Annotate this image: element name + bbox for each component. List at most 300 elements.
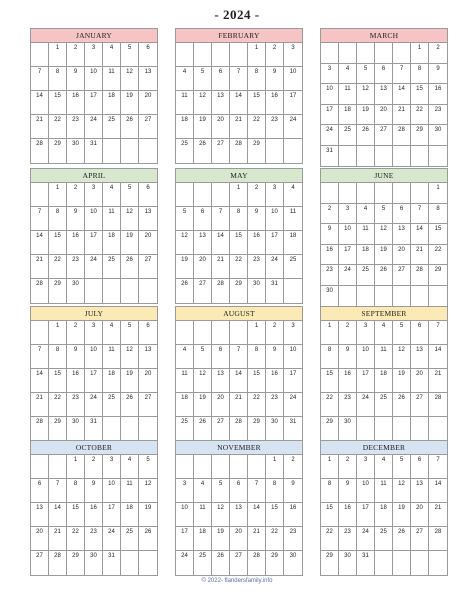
day-number: 30 xyxy=(253,281,260,287)
day-number: 13 xyxy=(380,86,387,92)
day-cell xyxy=(212,255,230,279)
day-number: 17 xyxy=(344,246,351,253)
day-cell xyxy=(176,139,194,163)
empty-day-cell xyxy=(31,455,49,479)
day-cell xyxy=(266,183,284,207)
day-cell xyxy=(31,479,49,503)
day-cell xyxy=(339,105,357,126)
day-number: 13 xyxy=(144,347,152,353)
day-cell xyxy=(393,84,411,105)
day-cell xyxy=(49,255,67,279)
day-cell xyxy=(321,503,339,527)
day-cell xyxy=(321,551,339,575)
empty-day-cell xyxy=(139,417,157,441)
day-number: 2 xyxy=(291,457,295,463)
day-cell xyxy=(248,255,266,279)
day-cell xyxy=(139,183,157,207)
day-cell xyxy=(411,369,429,393)
day-number: 27 xyxy=(144,395,152,401)
day-cell xyxy=(339,527,357,551)
month-december xyxy=(320,440,448,576)
day-cell xyxy=(321,84,339,105)
day-number: 21 xyxy=(36,117,43,123)
day-number: 7 xyxy=(436,457,440,463)
day-cell xyxy=(375,479,393,503)
day-cell xyxy=(212,503,230,527)
day-number: 27 xyxy=(217,419,224,425)
day-cell xyxy=(139,67,157,91)
empty-day-cell xyxy=(85,279,103,303)
day-cell xyxy=(103,503,121,527)
day-number: 7 xyxy=(218,209,223,215)
day-cell xyxy=(121,393,139,417)
day-cell xyxy=(248,393,266,417)
day-number: 19 xyxy=(380,246,387,253)
day-number: 21 xyxy=(36,257,43,263)
day-cell xyxy=(230,91,248,115)
day-number: 22 xyxy=(416,106,423,113)
day-number: 24 xyxy=(289,117,297,123)
day-number: 31 xyxy=(108,553,115,559)
empty-day-cell xyxy=(393,551,411,575)
day-number: 16 xyxy=(271,371,278,377)
day-cell xyxy=(429,455,447,479)
day-number: 12 xyxy=(380,226,387,232)
day-number: 22 xyxy=(72,529,79,535)
day-cell xyxy=(194,279,212,303)
footer-credit: © 2022- flandersfamily.info xyxy=(201,578,273,584)
day-number: 7 xyxy=(37,69,42,75)
day-cell xyxy=(357,64,375,85)
day-number: 24 xyxy=(326,127,333,133)
day-cell xyxy=(67,43,85,67)
day-number: 5 xyxy=(200,347,205,353)
day-number: 31 xyxy=(90,419,97,425)
day-cell xyxy=(67,91,85,115)
day-cell xyxy=(85,91,103,115)
day-cell xyxy=(357,369,375,393)
empty-day-cell xyxy=(375,146,393,167)
day-number: 4 xyxy=(381,323,386,329)
day-number: 28 xyxy=(235,419,242,425)
day-cell xyxy=(321,204,339,225)
day-cell xyxy=(194,345,212,369)
day-number: 8 xyxy=(55,69,60,75)
day-cell xyxy=(266,43,284,67)
day-cell xyxy=(176,207,194,231)
day-number: 2 xyxy=(73,185,78,191)
day-cell xyxy=(121,183,139,207)
day-number: 26 xyxy=(144,529,152,535)
day-cell xyxy=(411,125,429,146)
day-number: 23 xyxy=(344,529,351,535)
day-cell xyxy=(284,417,302,441)
day-number: 16 xyxy=(271,93,278,99)
day-number: 12 xyxy=(217,505,224,511)
day-number: 21 xyxy=(434,371,442,377)
day-cell xyxy=(85,139,103,163)
page-title: - 2024 - xyxy=(214,7,260,22)
day-cell xyxy=(176,345,194,369)
day-number: 2 xyxy=(436,45,440,51)
day-number: 12 xyxy=(199,371,206,377)
day-cell xyxy=(67,393,85,417)
day-cell xyxy=(212,417,230,441)
empty-day-cell xyxy=(212,43,230,67)
day-number: 28 xyxy=(36,281,43,287)
day-number: 4 xyxy=(182,69,187,75)
day-cell xyxy=(31,255,49,279)
day-number: 14 xyxy=(36,93,43,99)
day-number: 18 xyxy=(344,106,351,113)
day-cell xyxy=(248,321,266,345)
day-cell xyxy=(393,64,411,85)
day-number: 15 xyxy=(253,371,260,377)
day-number: 11 xyxy=(344,86,351,92)
empty-day-cell xyxy=(375,417,393,441)
day-grid xyxy=(31,455,157,575)
empty-day-cell xyxy=(393,183,411,204)
day-cell xyxy=(284,393,302,417)
day-cell xyxy=(194,393,212,417)
month-april xyxy=(30,168,158,304)
month-header: JULY xyxy=(31,307,157,321)
day-number: 24 xyxy=(108,529,115,535)
day-number: 15 xyxy=(271,505,278,511)
day-cell xyxy=(194,115,212,139)
day-cell xyxy=(194,479,212,503)
day-number: 7 xyxy=(254,481,259,487)
empty-day-cell xyxy=(139,551,157,575)
day-cell xyxy=(321,479,339,503)
day-number: 4 xyxy=(345,65,350,72)
day-cell xyxy=(212,279,230,303)
day-cell xyxy=(429,369,447,393)
month-header: MARCH xyxy=(321,29,447,43)
day-number: 19 xyxy=(144,505,152,511)
day-cell xyxy=(411,265,429,286)
day-number: 6 xyxy=(236,481,241,487)
day-number: 2 xyxy=(345,323,350,329)
day-cell xyxy=(31,369,49,393)
day-cell xyxy=(121,479,139,503)
day-number: 9 xyxy=(272,347,277,353)
day-cell xyxy=(31,115,49,139)
day-number: 31 xyxy=(289,419,297,425)
day-number: 23 xyxy=(72,395,79,401)
day-number: 16 xyxy=(326,246,333,253)
day-cell xyxy=(67,527,85,551)
day-number: 6 xyxy=(417,457,422,463)
day-cell xyxy=(284,255,302,279)
day-number: 29 xyxy=(54,141,61,147)
day-number: 19 xyxy=(398,505,405,511)
day-cell xyxy=(321,345,339,369)
day-number: 2 xyxy=(73,323,78,329)
day-number: 14 xyxy=(416,226,423,232)
day-number: 3 xyxy=(91,185,96,191)
day-number: 1 xyxy=(417,45,422,51)
day-cell xyxy=(339,265,357,286)
day-cell xyxy=(393,455,411,479)
day-cell xyxy=(194,527,212,551)
day-number: 14 xyxy=(235,371,242,377)
day-cell xyxy=(375,503,393,527)
day-cell xyxy=(266,279,284,303)
day-cell xyxy=(266,345,284,369)
day-cell xyxy=(357,105,375,126)
day-number: 10 xyxy=(90,69,97,75)
day-number: 26 xyxy=(217,553,224,559)
day-cell xyxy=(339,84,357,105)
empty-day-cell xyxy=(339,146,357,167)
day-number: 8 xyxy=(55,209,60,215)
day-cell xyxy=(212,231,230,255)
month-header: AUGUST xyxy=(176,307,302,321)
day-number: 4 xyxy=(291,185,295,191)
day-number: 14 xyxy=(36,233,43,239)
month-july xyxy=(30,306,158,442)
day-cell xyxy=(31,551,49,575)
day-number: 1 xyxy=(55,323,60,329)
day-cell xyxy=(393,503,411,527)
day-number: 16 xyxy=(289,505,297,511)
day-number: 24 xyxy=(362,529,369,535)
day-number: 12 xyxy=(126,69,133,75)
day-cell xyxy=(230,115,248,139)
day-number: 10 xyxy=(90,347,97,353)
day-cell xyxy=(266,255,284,279)
day-cell xyxy=(284,231,302,255)
day-cell xyxy=(393,527,411,551)
day-cell xyxy=(357,479,375,503)
day-cell xyxy=(357,455,375,479)
day-number: 9 xyxy=(73,347,78,353)
day-number: 1 xyxy=(254,45,259,51)
day-number: 13 xyxy=(36,505,43,511)
day-number: 8 xyxy=(327,347,332,353)
day-cell xyxy=(284,345,302,369)
day-number: 13 xyxy=(416,481,423,487)
day-number: 28 xyxy=(54,553,61,559)
day-cell xyxy=(266,67,284,91)
empty-day-cell xyxy=(357,43,375,64)
day-number: 9 xyxy=(291,481,295,487)
day-cell xyxy=(230,369,248,393)
day-number: 24 xyxy=(90,117,97,123)
day-number: 21 xyxy=(398,106,405,113)
day-number: 7 xyxy=(55,481,60,487)
day-cell xyxy=(339,64,357,85)
day-number: 17 xyxy=(90,93,97,99)
day-cell xyxy=(85,393,103,417)
day-number: 22 xyxy=(54,257,61,263)
empty-day-cell xyxy=(375,183,393,204)
day-number: 6 xyxy=(146,323,150,329)
empty-day-cell xyxy=(357,146,375,167)
day-cell xyxy=(411,479,429,503)
day-cell xyxy=(139,91,157,115)
day-cell xyxy=(321,417,339,441)
day-number: 29 xyxy=(434,267,442,273)
day-cell xyxy=(339,369,357,393)
empty-day-cell xyxy=(194,43,212,67)
day-number: 14 xyxy=(54,505,61,511)
day-number: 22 xyxy=(235,257,242,263)
day-number: 22 xyxy=(434,246,442,253)
day-cell xyxy=(393,265,411,286)
day-number: 8 xyxy=(417,65,422,72)
day-number: 23 xyxy=(72,257,79,263)
day-cell xyxy=(49,43,67,67)
day-cell xyxy=(230,393,248,417)
day-number: 20 xyxy=(217,117,224,123)
day-number: 27 xyxy=(199,281,206,287)
day-cell xyxy=(393,224,411,245)
day-cell xyxy=(67,279,85,303)
day-number: 20 xyxy=(144,371,152,377)
day-number: 25 xyxy=(344,127,351,133)
day-cell xyxy=(85,231,103,255)
day-number: 16 xyxy=(72,93,79,99)
day-number: 6 xyxy=(399,205,404,212)
day-number: 27 xyxy=(398,267,405,273)
day-cell xyxy=(67,207,85,231)
day-cell xyxy=(194,255,212,279)
day-cell xyxy=(357,265,375,286)
day-cell xyxy=(176,527,194,551)
day-cell xyxy=(266,551,284,575)
day-cell xyxy=(393,245,411,266)
day-cell xyxy=(139,231,157,255)
day-number: 26 xyxy=(126,395,133,401)
month-header: OCTOBER xyxy=(31,441,157,455)
empty-day-cell xyxy=(339,183,357,204)
day-number: 27 xyxy=(144,117,152,123)
month-june xyxy=(320,168,448,307)
day-cell xyxy=(230,479,248,503)
day-number: 6 xyxy=(218,347,223,353)
day-cell xyxy=(357,125,375,146)
day-number: 28 xyxy=(253,553,260,559)
day-cell xyxy=(321,105,339,126)
empty-day-cell xyxy=(176,183,194,207)
day-number: 24 xyxy=(344,267,351,273)
empty-day-cell xyxy=(411,417,429,441)
empty-day-cell xyxy=(176,321,194,345)
day-cell xyxy=(230,231,248,255)
empty-day-cell xyxy=(212,183,230,207)
day-cell xyxy=(429,345,447,369)
day-cell xyxy=(375,369,393,393)
day-number: 16 xyxy=(434,86,442,92)
day-number: 17 xyxy=(326,106,333,113)
day-number: 28 xyxy=(235,141,242,147)
day-number: 28 xyxy=(434,395,442,401)
day-cell xyxy=(139,255,157,279)
day-cell xyxy=(230,207,248,231)
day-number: 4 xyxy=(109,185,114,191)
day-cell xyxy=(139,321,157,345)
day-cell xyxy=(321,125,339,146)
day-number: 4 xyxy=(109,323,114,329)
day-number: 11 xyxy=(108,347,115,353)
day-number: 21 xyxy=(36,395,43,401)
day-cell xyxy=(212,527,230,551)
day-number: 3 xyxy=(182,481,187,487)
day-number: 19 xyxy=(199,117,206,123)
day-cell xyxy=(31,417,49,441)
empty-day-cell xyxy=(31,321,49,345)
day-number: 26 xyxy=(181,281,188,287)
day-number: 9 xyxy=(345,481,350,487)
day-number: 30 xyxy=(271,419,278,425)
day-number: 20 xyxy=(416,371,423,377)
day-number: 25 xyxy=(108,257,115,263)
day-cell xyxy=(411,321,429,345)
day-cell xyxy=(248,503,266,527)
day-number: 9 xyxy=(73,69,78,75)
day-cell xyxy=(230,183,248,207)
day-cell xyxy=(49,369,67,393)
day-cell xyxy=(248,479,266,503)
day-cell xyxy=(284,527,302,551)
day-cell xyxy=(284,455,302,479)
day-cell xyxy=(194,551,212,575)
day-number: 11 xyxy=(108,209,115,215)
month-november xyxy=(175,440,303,576)
day-cell xyxy=(339,204,357,225)
day-number: 12 xyxy=(199,93,206,99)
day-cell xyxy=(85,115,103,139)
day-number: 7 xyxy=(417,205,422,212)
day-number: 28 xyxy=(416,267,423,273)
day-number: 11 xyxy=(181,371,188,377)
day-number: 17 xyxy=(289,93,297,99)
day-number: 10 xyxy=(271,209,278,215)
day-cell xyxy=(266,455,284,479)
day-cell xyxy=(49,503,67,527)
day-number: 13 xyxy=(144,69,152,75)
day-number: 3 xyxy=(327,65,332,72)
day-number: 30 xyxy=(72,419,79,425)
day-cell xyxy=(284,479,302,503)
day-cell xyxy=(212,67,230,91)
day-number: 29 xyxy=(416,127,423,133)
day-cell xyxy=(194,67,212,91)
empty-day-cell xyxy=(31,183,49,207)
day-cell xyxy=(212,369,230,393)
day-cell xyxy=(284,503,302,527)
day-cell xyxy=(212,345,230,369)
empty-day-cell xyxy=(411,551,429,575)
day-cell xyxy=(121,527,139,551)
day-cell xyxy=(194,139,212,163)
day-number: 25 xyxy=(289,257,297,263)
day-cell xyxy=(266,207,284,231)
day-cell xyxy=(339,345,357,369)
day-cell xyxy=(357,345,375,369)
day-cell xyxy=(393,393,411,417)
day-cell xyxy=(85,67,103,91)
day-number: 9 xyxy=(436,65,440,72)
empty-day-cell xyxy=(411,146,429,167)
day-number: 15 xyxy=(54,371,61,377)
day-number: 23 xyxy=(90,529,97,535)
day-number: 27 xyxy=(380,127,387,133)
day-cell xyxy=(375,527,393,551)
day-number: 4 xyxy=(127,457,132,463)
